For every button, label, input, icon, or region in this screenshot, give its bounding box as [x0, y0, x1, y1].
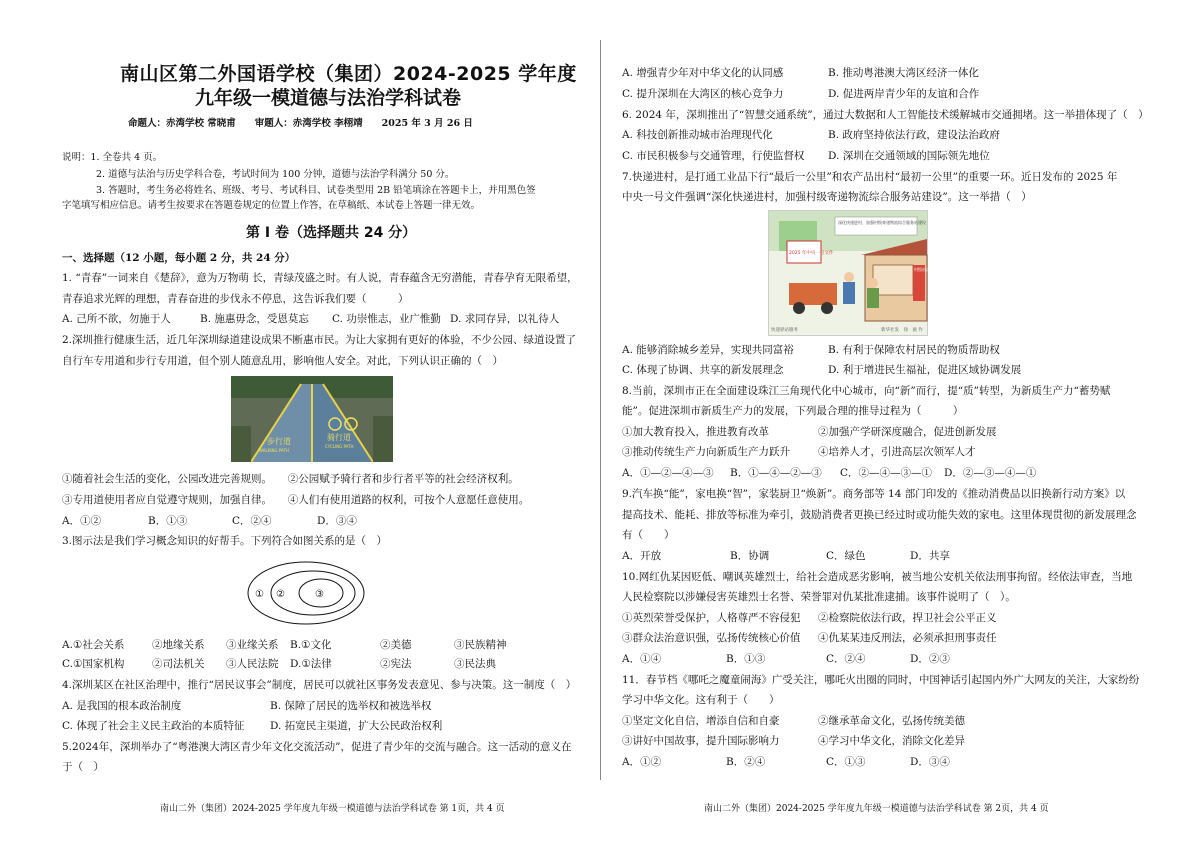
cartoon-banner: 深化快递进村，加强村级寄递物流综合服务站建设 [838, 220, 926, 225]
diagram-label-2: ② [276, 589, 285, 600]
q6-option-c: C. 市民积极参与交通管理，行使监督权 [622, 150, 805, 162]
q3-opt-d-2: ②宪法 [380, 658, 412, 670]
q7-option-c: C. 体现了协调、共享的新发展理念 [622, 364, 784, 376]
q10-option-d: D．②③ [910, 653, 950, 665]
q7-stem-2: 中央一号文件强调“深化快递进村，加强村级寄递物流综合服务站建设”。这一举措（ ） [622, 191, 1032, 203]
cartoon-caption-left: 快递驿站服务 [771, 328, 798, 333]
q2-option-a: A．①② [62, 515, 102, 527]
q8-stmt-3: ③推动传统生产力向新质生产力跃升 [622, 446, 790, 458]
exam-title-line-1: 南山区第二外国语学校（集团）2024-2025 学年度 [120, 63, 577, 85]
q4-stem: 4.深圳某区在社区治理中，推行“居民议事会”制度，居民可以就社区事务发表意见、参与决策。这一制度（ ） [62, 679, 577, 691]
q11-option-a: A．①② [622, 756, 662, 768]
q1-option-c: C. 功崇惟志，业广惟勤 [332, 313, 441, 325]
page-2-footer: 南山二外（集团）2024-2025 学年度九年级一模道德与法治学科试卷 第 2页，共 4 页 [704, 804, 1049, 814]
q11-stmt-4: ④学习中华文化，消除文化差异 [818, 735, 965, 747]
q9-option-b: B．协调 [730, 550, 770, 562]
q3-opt-d-3: ③民法典 [454, 658, 496, 670]
q5-stem-2: 于（ ） [62, 761, 104, 773]
q5-option-b: B. 推动粤港澳大湾区经济一体化 [828, 67, 979, 79]
q9-stem-3: 有（ ） [622, 529, 675, 541]
q2-option-c: C．②④ [232, 515, 272, 527]
cycle-lane-label-en: CYCLING PATH [325, 444, 354, 449]
q10-stem-2: 人民检察院以涉嫌侵害英雄烈士名誉、荣誉罪对仇某批准逮捕。该事件说明了（ ）。 [622, 591, 1016, 603]
q6-option-a: A. 科技创新推动城市治理现代化 [622, 129, 773, 141]
q8-option-b: B．①—④—②—③ [730, 467, 822, 479]
q5-option-c: C. 提升深圳在大湾区的核心竞争力 [622, 88, 784, 100]
q1-option-b: B. 施惠毋念，受恩莫忘 [200, 313, 309, 325]
q2-stem-1: 2.深圳推行健康生活，近几年深圳绿道建设成果不断惠市民。为让大家拥有更好的体验，不少公园、绿道设置了 [62, 334, 577, 346]
exam-meta: 命题人：赤湾学校 常晓甫 审题人：赤湾学校 李栩靖 2025 年 3 月 26 日 [128, 118, 473, 129]
q11-stmt-3: ③讲好中国故事，提升国际影响力 [622, 735, 780, 747]
q7-option-d: D. 利于增进民生福祉，促进区域协调发展 [828, 364, 1022, 376]
q7-option-a: A. 能够消除城乡差异，实现共同富裕 [622, 344, 794, 356]
page-1-footer: 南山二外（集团）2024-2025 学年度九年级一模道德与法治学科试卷 第 1页，共 4 页 [160, 804, 505, 814]
diagram-label-1: ① [255, 589, 264, 600]
q9-option-d: D．共享 [910, 550, 950, 562]
q3-opt-c-2: ②司法机关 [152, 658, 205, 670]
q3-opt-b-3: ③民族精神 [454, 639, 507, 651]
q3-opt-a-3: ③业缘关系 [226, 639, 279, 651]
walk-lane-label: 步行道 [267, 437, 291, 446]
q10-stmt-3: ③群众法治意识强，弘扬传统核心价值 [622, 632, 801, 644]
q9-stem-2: 提高技术、能耗、排放等标准为牵引，鼓励消费者更换已经过时或功能失效的家电。这里体现贯彻的新发展理念 [622, 509, 1137, 521]
exam-title-line-2: 九年级一模道德与法治学科试卷 [195, 87, 462, 109]
part-heading: 一、选择题（12 小题，每小题 2 分，共 24 分） [62, 252, 296, 264]
q8-stmt-4: ④培养人才，引进高层次领军人才 [818, 446, 976, 458]
q2-statements-1: ①随着社会生活的变化，公园改进完善规则。 ②公园赋予骑行者和步行者平等的社会经济权利。 [62, 473, 519, 485]
q11-option-b: B．②④ [726, 756, 766, 768]
q2-option-b: B．①③ [148, 515, 188, 527]
q11-option-d: D．③④ [910, 756, 950, 768]
q6-option-b: B. 政府坚持依法行政，建设法治政府 [828, 129, 1000, 141]
q8-stem-2: 能”。促进深圳市新质生产力的发展，下列最合理的推导过程为（ ） [622, 405, 964, 417]
walk-lane-label-en: WALKING PATH [259, 448, 289, 453]
q3-opt-a-2: ②地缘关系 [152, 639, 205, 651]
diagram-label-3: ③ [315, 589, 324, 600]
q10-stmt-4: ④仇某某违反刑法，必须承担刑事责任 [818, 632, 997, 644]
q1-stem-2: 青春追求光辉的理想，青春奋进的步伐永不停息，这告诉我们要（ ） [62, 293, 409, 305]
q4-option-b: B. 保障了居民的选举权和被选举权 [270, 700, 432, 712]
cycle-lane-label: 骑行道 [327, 433, 351, 442]
q5-option-a: A. 增强青少年对中华文化的认同感 [622, 67, 784, 79]
q2-path-photo [231, 376, 393, 462]
q10-stmt-2: ②检察院依法行政，捍卫社会公平正义 [818, 612, 997, 624]
q11-stmt-1: ①坚定文化自信，增添自信和自豪 [622, 715, 780, 727]
note-3: 3. 答题时，考生务必将姓名、班级、考号、考试科目、试卷类型用 2B 铅笔填涂在答题卡上，并用黑色签 [96, 185, 536, 196]
q8-stmt-2: ②加强产学研深度融合，促进创新发展 [818, 426, 997, 438]
q10-stem-1: 10.网红仇某因贬低、嘲讽英雄烈士，给社会造成恶劣影响，被当地公安机关依法刑事拘留。经依法审查，当地 [622, 571, 1133, 583]
q3-stem: 3.图示法是我们学习概念知识的好帮手。下列符合如图关系的是（ ） [62, 535, 388, 547]
q3-opt-c-1: C.①国家机构 [62, 658, 125, 670]
q10-option-c: C．②④ [826, 653, 866, 665]
q4-option-a: A. 是我国的根本政治制度 [62, 700, 182, 712]
q8-option-c: C．②—④—③—① [840, 467, 933, 479]
q3-opt-a-1: A.①社会关系 [62, 639, 125, 651]
q5-stem-1: 5.2024年，深圳举办了“粤港澳大湾区青少年文化交流活动”，促进了青少年的交流与融合。这一活动的意义在 [62, 741, 572, 753]
cartoon-shop-sign: 村级站点 [914, 267, 930, 272]
q2-option-d: D．③④ [317, 515, 357, 527]
q3-opt-d-1: D.①法律 [290, 658, 332, 670]
q5-option-d: D. 促进两岸青少年的友谊和合作 [828, 88, 980, 100]
q10-option-a: A．①④ [622, 653, 662, 665]
q2-statements-2: ③专用道使用者应自觉遵守规则，加强自律。 ④人们有使用道路的权利，可按个人意愿任意使用。 [62, 494, 530, 506]
q11-stem-1: 11．春节档《哪吒之魔童闹海》广受关注，哪吒火出圈的同时，中国神话引起国内外广大网友的关注，大家纷纷 [622, 674, 1140, 686]
q10-stmt-1: ①英烈荣誉受保护，人格尊严不容侵犯 [622, 612, 801, 624]
q3-opt-b-2: ②美德 [380, 639, 412, 651]
q8-stmt-1: ①加大教育投入，推进教育改革 [622, 426, 769, 438]
note-3-cont: 字笔填写相应信息。请考生按要求在答题卷规定的位置上作答，在草稿纸、本试卷上答题一律无效。 [62, 200, 481, 211]
q9-stem-1: 9.汽车换“能”，家电换“智”，家装厨卫“焕新”。商务部等 14 部门印发的《推动消费品以旧换新行动方案》以 [622, 488, 1126, 500]
q11-option-c: C．①③ [826, 756, 866, 768]
q7-stem-1: 7.快递进村，是打通工业品下行“最后一公里”和农产品出村“最初一公里”的重要一环。近日发布的 2025 年 [622, 171, 1118, 183]
q8-stem-1: 8.当前，深圳市正在全面建设珠江三角现代化中心城市，向“新”而行，提“质”转型，为新质生产力“蓄势赋 [622, 385, 1111, 397]
q11-stem-2: 学习中华文化。这有利于（ ） [622, 694, 780, 706]
note-1: 说明：1. 全卷共 4 页。 [62, 152, 163, 163]
q3-opt-b-1: B.①文化 [290, 639, 332, 651]
q4-option-c: C. 体现了社会主义民主政治的本质特征 [62, 720, 245, 732]
q4-option-d: D. 拓宽民主渠道，扩大公民政治权利 [270, 720, 443, 732]
q7-option-b: B. 有利于保障农村居民的物质帮助权 [828, 344, 1000, 356]
cartoon-document: 2025 年中央一号文件 [789, 251, 834, 256]
q8-option-a: A．①—②—④—③ [622, 467, 714, 479]
q9-option-a: A．开放 [622, 550, 662, 562]
q3-opt-c-3: ③人民法院 [226, 658, 279, 670]
cartoon-caption-right: 新华社发 徐 骏 作 [881, 328, 923, 333]
section-heading: 第 I 卷（选择题共 24 分） [246, 225, 417, 241]
q7-cartoon [768, 210, 928, 336]
q8-option-d: D．②—③—④—① [944, 467, 1037, 479]
q11-stmt-2: ②继承革命文化，弘扬传统美德 [818, 715, 965, 727]
page-divider [600, 40, 601, 780]
q1-option-a: A. 己所不欲，勿施于人 [62, 313, 171, 325]
q10-option-b: B．①③ [726, 653, 766, 665]
q9-option-c: C．绿色 [826, 550, 866, 562]
q1-option-d: D. 求同存异，以礼待人 [450, 313, 560, 325]
q3-nested-diagram [246, 560, 366, 626]
q6-stem: 6. 2024 年，深圳推出了“智慧交通系统”，通过大数据和人工智能技术缓解城市交通拥堵。这一举措体现了（ ） [622, 109, 1149, 121]
q6-option-d: D. 深圳在交通领域的国际领先地位 [828, 150, 990, 162]
q2-stem-2: 自行车专用道和步行专用道，但个别人随意乱用，影响他人安全。对此，下列认识正确的（ ） [62, 355, 503, 367]
q1-stem-1: 1. “青春”一词来自《楚辞》，意为万物萌 长，青绿茂盛之时。有人说，青春蕴含无穷潜能，青春孕育无限希望， [62, 272, 578, 284]
note-2: 2. 道德与法治与历史学科合卷，考试时间为 100 分钟，道德与法治学科满分 50 分。 [96, 169, 455, 180]
